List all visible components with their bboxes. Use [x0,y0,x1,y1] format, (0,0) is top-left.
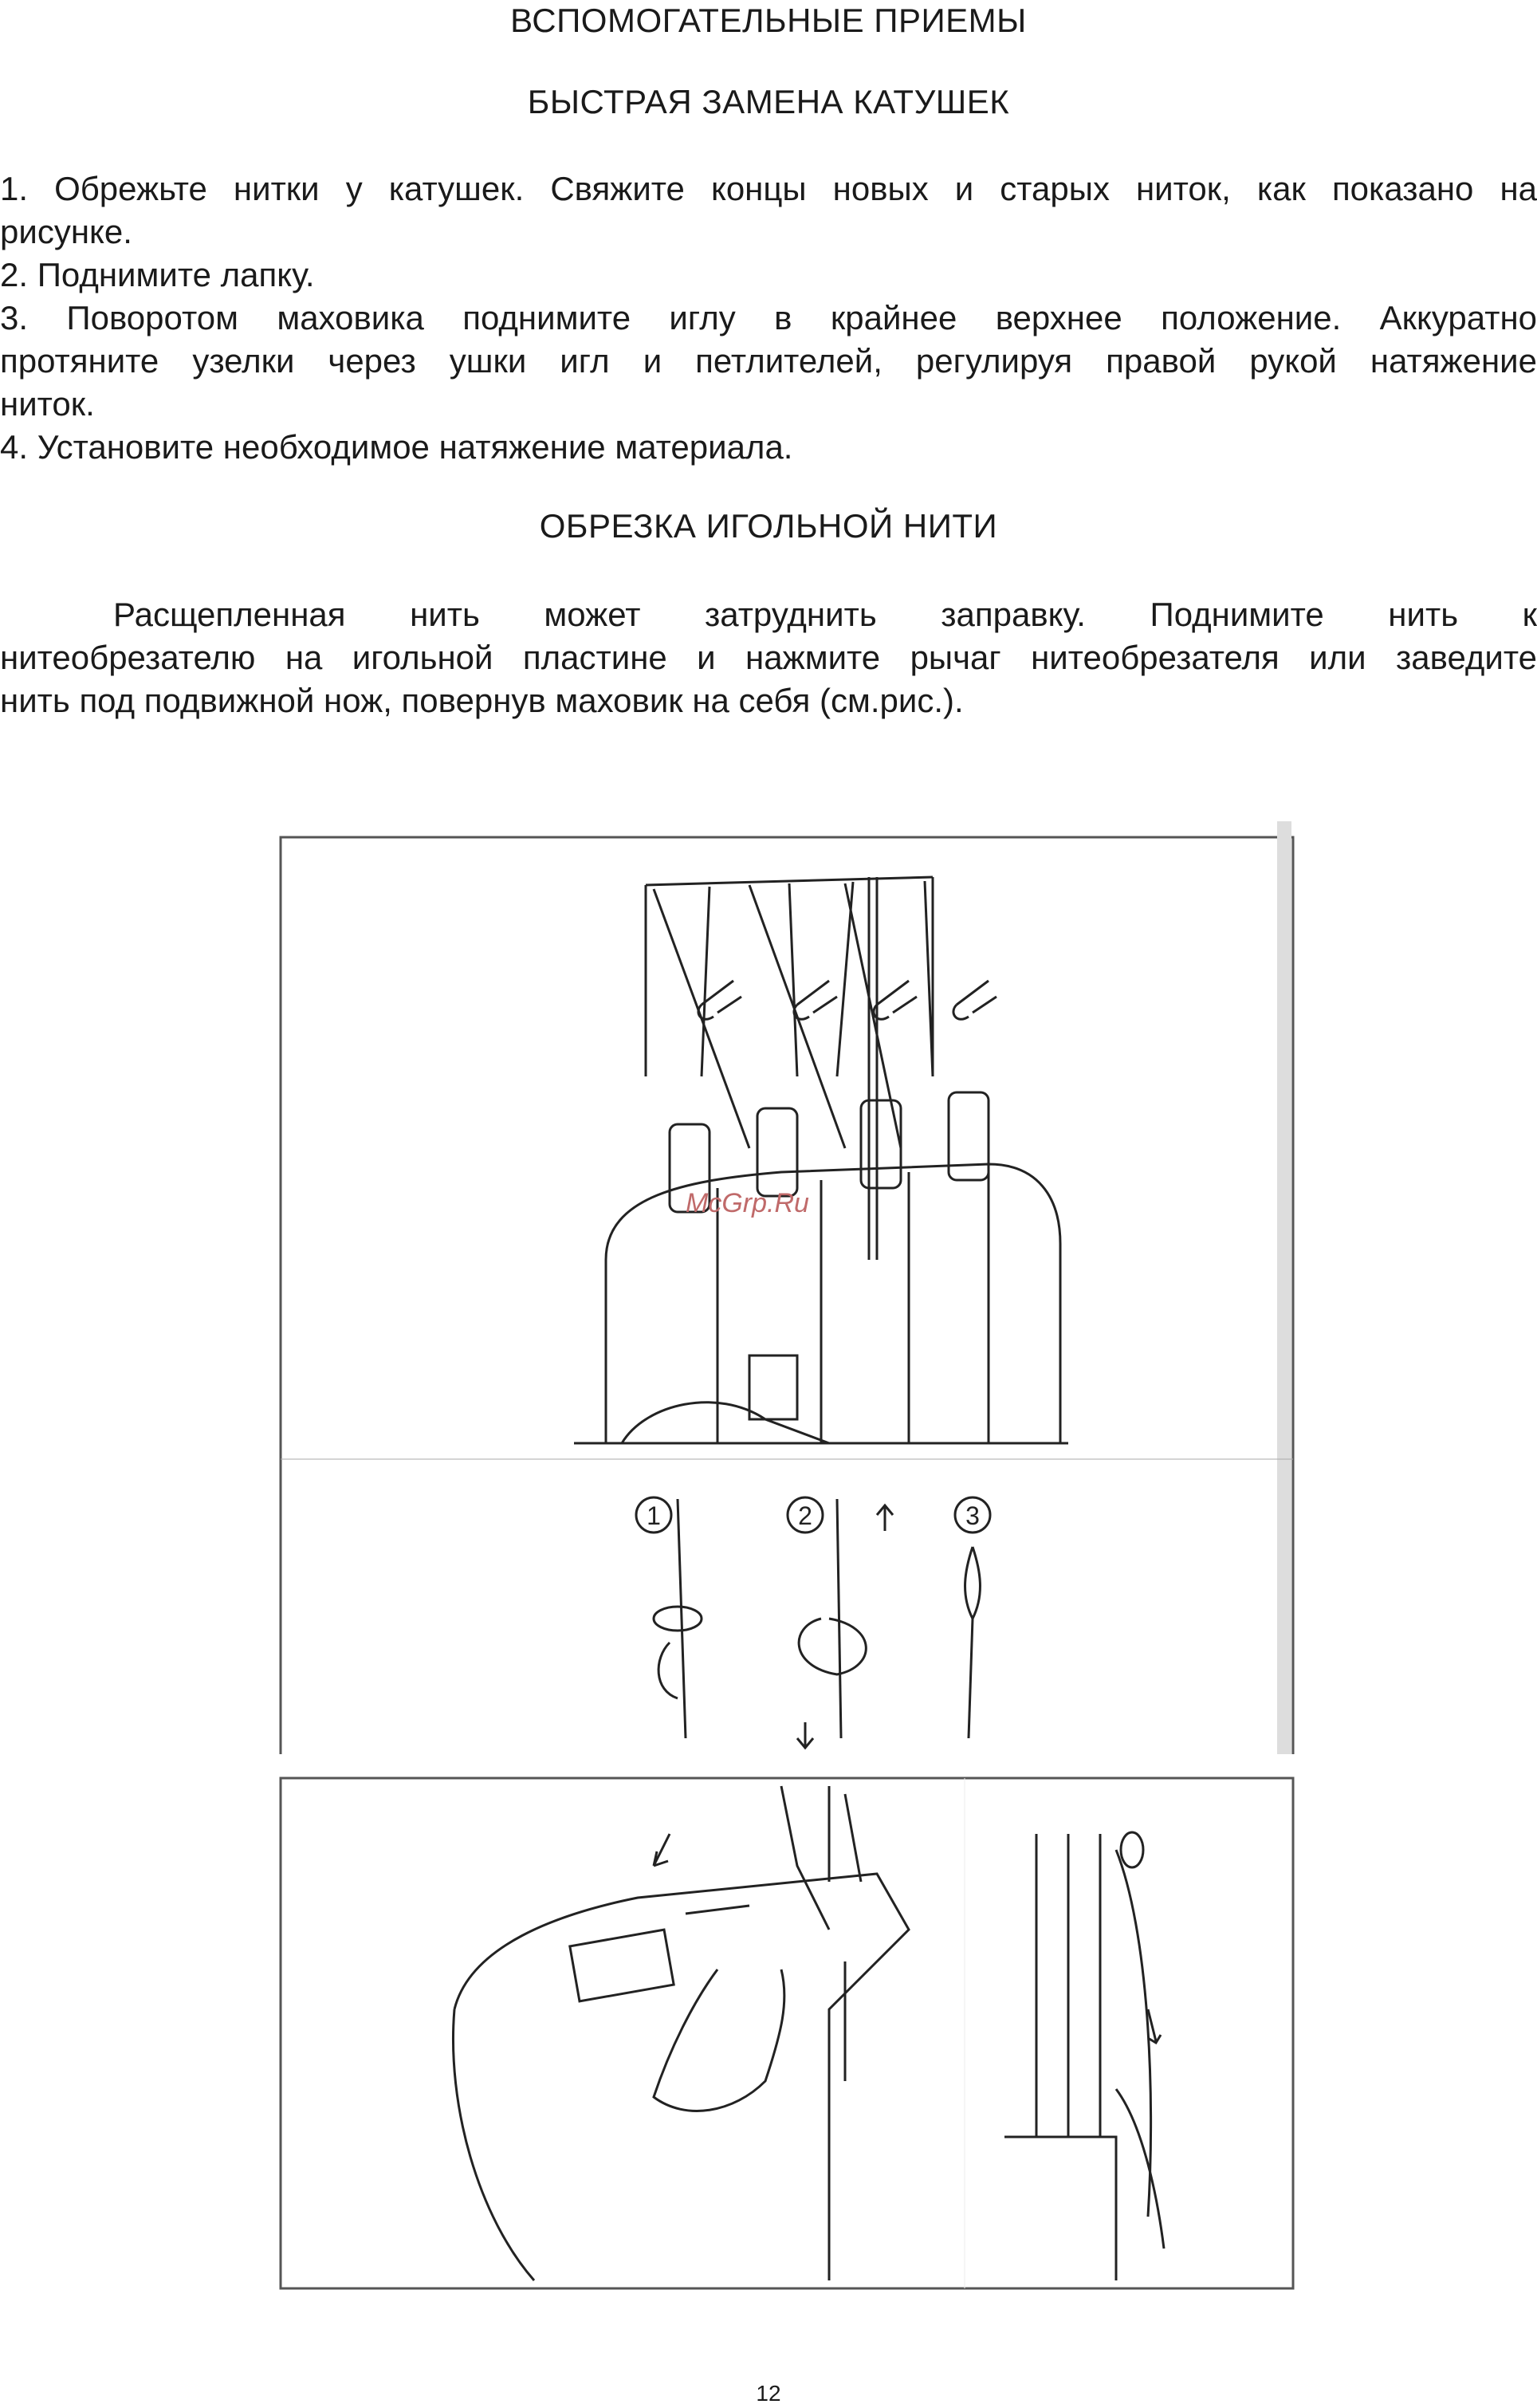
section-heading-thread-cutting: ОБРЕЗКА ИГОЛЬНОЙ НИТИ [539,507,998,545]
step-number: 2 [798,1501,812,1530]
text-line: 2. Поднимите лапку. [0,256,315,293]
section1-paragraph [0,167,1537,469]
text-line: ниток. [0,385,95,423]
thread-cutter-illustration [271,1770,1307,2312]
page-number: 12 [756,2381,781,2406]
section-heading-spool-change: БЫСТРАЯ ЗАМЕНА КАТУШЕК [527,83,1010,120]
text-line: нить под подвижной нож, повернув маховик на себя (см.рис.). [0,682,964,719]
text-line: рисунке. [0,213,132,250]
text-line: протяните узелки через ушки игл и петлителей, регулируя правой рукой натяжение [0,342,1537,380]
step-number: 3 [965,1501,980,1530]
watermark-text: McGrp.Ru [686,1188,809,1218]
figure-frame [281,837,1293,1754]
main-heading: ВСПОМОГАТЕЛЬНЫЕ ПРИЕМЫ [510,2,1027,39]
section2-paragraph [0,593,1537,722]
text-line: 3. Поворотом маховика поднимите иглу в крайнее верхнее положение. Аккуратно [0,299,1537,336]
text-line: нитеобрезателю на игольной пластине и нажмите рычаг нитеобрезателя или заведите [0,639,1537,676]
figure-frame [281,1778,1293,2288]
step-number: 1 [647,1501,661,1530]
spool-change-illustration [271,813,1307,1754]
scan-edge [1277,821,1291,1754]
text-line: 1. Обрежьте нитки у катушек. Свяжите концы новых и старых ниток, как показано на [0,170,1537,207]
text-line: 4. Установите необходимое натяжение материала. [0,428,793,466]
text-line: Расщепленная нить может затруднить заправку. Поднимите нить к [113,596,1537,633]
